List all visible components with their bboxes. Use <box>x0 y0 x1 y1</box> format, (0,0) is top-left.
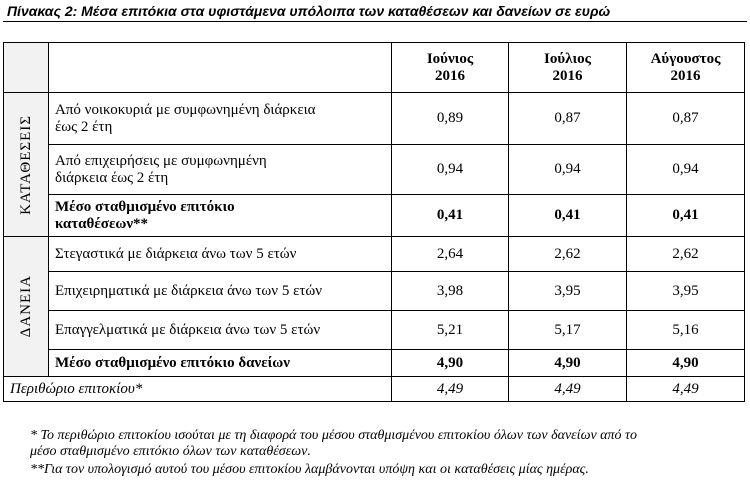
header-row <box>4 43 745 93</box>
caption-underline <box>3 21 747 22</box>
table-row <box>4 272 745 311</box>
value-cell: 2,62 <box>627 237 745 272</box>
table-row <box>4 195 745 237</box>
row-label-line: έως 2 έτη <box>55 118 113 135</box>
table-caption: Πίνακας 2: Μέσα επιτόκια στα υφιστάμενα υπόλοιπα των καταθέσεων και δανείων σε ευρώ <box>7 3 611 19</box>
table-row <box>4 237 745 272</box>
header-col-july <box>509 43 627 93</box>
value-cell: 0,41 <box>627 195 745 237</box>
value-cell: 0,87 <box>627 93 745 145</box>
value-cell: 2,62 <box>509 237 627 272</box>
value-cell: 4,90 <box>627 350 745 377</box>
value-cell: 5,21 <box>392 311 509 350</box>
value-cell: 2,64 <box>392 237 509 272</box>
margin-row <box>4 377 745 402</box>
value-cell: 5,16 <box>627 311 745 350</box>
row-label-line: διάρκεια έως 2 έτη <box>55 169 169 186</box>
value-cell: 0,41 <box>509 195 627 237</box>
header-year: 2016 <box>435 67 465 84</box>
deposits-side-label: ΚΑΤΑΘΕΣΕΙΣ <box>17 114 34 215</box>
value-cell: 0,94 <box>392 145 509 195</box>
deposits-side-cell <box>4 93 49 237</box>
header-corner-side <box>4 43 49 93</box>
value-cell: 0,87 <box>509 93 627 145</box>
value-cell: 4,49 <box>392 377 509 402</box>
header-month: Αύγουστος <box>650 50 721 67</box>
value-cell: 0,94 <box>509 145 627 195</box>
interest-rates-table <box>3 42 745 402</box>
value-cell: 4,49 <box>509 377 627 402</box>
row-label: Μέσο σταθμισμένο επιτόκιο δανείων <box>49 350 392 377</box>
header-col-august <box>627 43 745 93</box>
value-cell: 0,94 <box>627 145 745 195</box>
header-year: 2016 <box>670 67 701 84</box>
value-cell: 3,95 <box>509 272 627 311</box>
value-cell: 4,90 <box>509 350 627 377</box>
table-row <box>4 93 745 145</box>
footnote-deposits: **Για τον υπολογισμό αυτού του μέσου επιτοκίου λαμβάνονται υπόψη και οι καταθέσεις μίας ημέρας. <box>30 462 589 477</box>
row-label-line: Από νοικοκυριά με συμφωνημένη διάρκεια <box>55 101 316 118</box>
value-cell: 3,95 <box>627 272 745 311</box>
margin-label: Περιθώριο επιτοκίου* <box>4 377 392 402</box>
row-label-line: καταθέσεων** <box>55 215 149 232</box>
row-label <box>49 93 392 145</box>
row-label-line: Από επιχειρήσεις με συμφωνημένη <box>55 152 267 169</box>
table-row <box>4 311 745 350</box>
loans-side-label: ΔΑΝΕΙΑ <box>17 275 34 338</box>
footnote-margin-continued: μέσο σταθμισμένο επιτόκιο όλων των καταθέσεων. <box>30 444 311 459</box>
row-label <box>49 145 392 195</box>
value-cell: 3,98 <box>392 272 509 311</box>
footnote-margin: * Το περιθώριο επιτοκίου ισούται με τη διαφορά του μέσου σταθμισμένου επιτοκίου όλων των δανείων από το <box>30 428 638 443</box>
row-label-line: Μέσο σταθμισμένο επιτόκιο <box>55 198 235 215</box>
value-cell: 0,89 <box>392 93 509 145</box>
row-label: Επαγγελματικά με διάρκεια άνω των 5 ετών <box>49 311 392 350</box>
loans-side-cell <box>4 237 49 377</box>
value-cell: 4,90 <box>392 350 509 377</box>
value-cell: 4,49 <box>627 377 745 402</box>
header-month: Ιούνιος <box>426 50 474 67</box>
row-label <box>49 195 392 237</box>
row-label: Επιχειρηματικά με διάρκεια άνω των 5 ετών <box>49 272 392 311</box>
header-corner-label <box>49 43 392 93</box>
table-row <box>4 350 745 377</box>
row-label: Στεγαστικά με διάρκεια άνω των 5 ετών <box>49 237 392 272</box>
header-month: Ιούλιος <box>544 50 591 67</box>
table-row <box>4 145 745 195</box>
value-cell: 5,17 <box>509 311 627 350</box>
header-year: 2016 <box>552 67 583 84</box>
value-cell: 0,41 <box>392 195 509 237</box>
header-col-june <box>392 43 509 93</box>
